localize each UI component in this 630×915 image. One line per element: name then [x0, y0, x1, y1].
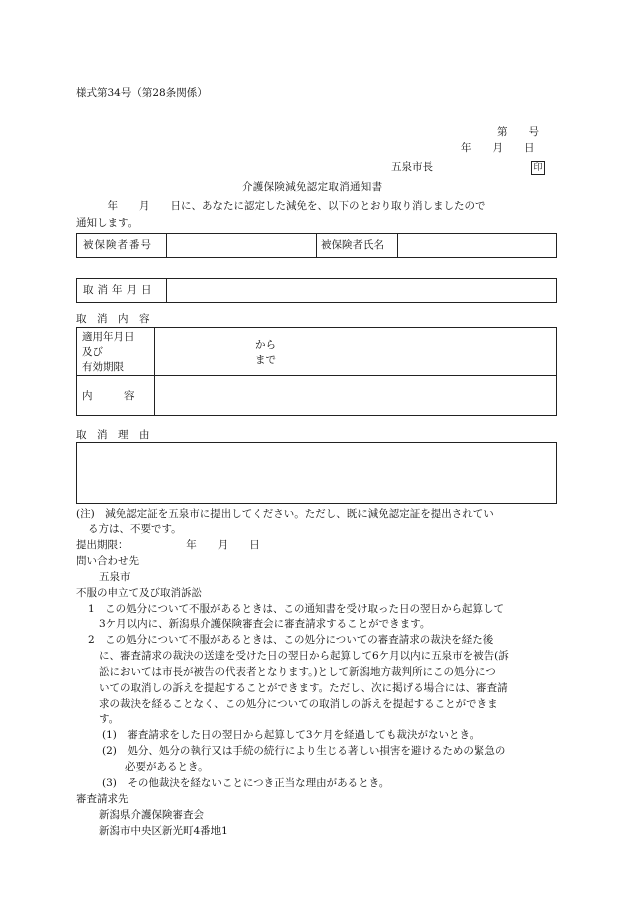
document-number: 第 号 — [497, 126, 539, 138]
form-number: 様式第34号（第28条関係） — [76, 87, 208, 99]
appeal-sub-1: (1) 審査請求をした日の翌日から起算して3ケ月を経過しても裁決がないとき。 — [102, 729, 481, 741]
inquiry-name: 五泉市 — [99, 571, 131, 583]
intro-line-1: 年 月 日に、あなたに認定した減免を、以下のとおり取り消しましたので — [76, 200, 486, 212]
insured-name-label: 被保険者氏名 — [321, 239, 384, 251]
appeal-sub-2-line-2: 必要があるとき。 — [125, 761, 209, 773]
submission-deadline: 提出期限： 年 月 日 — [76, 539, 260, 551]
appeal-item-2-line-3: 訟においては市長が被告の代表者となります。)として新潟地方裁判所にこの処分につ — [99, 666, 496, 678]
cancel-date-label: 取消年月日 — [83, 284, 156, 296]
appeal-heading: 不服の申立て及び取消訴訟 — [76, 587, 202, 599]
insured-number-label: 被保険者番号 — [83, 239, 152, 251]
content-label: 内 容 — [82, 390, 135, 402]
period-to: まで — [255, 354, 276, 366]
period-label-1: 適用年月日 — [82, 331, 135, 343]
period-from: から — [255, 339, 276, 351]
appeal-item-2-line-2: に、審査請求の裁決の送達を受けた日の翌日から起算して6ケ月以内に五泉市を被告(訴 — [99, 650, 509, 662]
seal-mark: 印 — [531, 161, 545, 175]
appeal-item-1-line-1: 1 この処分について不服があるときは、この通知書を受け取った日の翌日から起算して — [88, 603, 504, 615]
appeal-item-1-line-2: 3ケ月以内に、新潟県介護保険審査会に審査請求することができます。 — [99, 618, 431, 630]
content-heading: 取 消 内 容 — [76, 313, 150, 325]
period-label-2: 及び — [82, 346, 103, 358]
reason-heading: 取 消 理 由 — [76, 429, 150, 441]
insured-table — [76, 233, 557, 258]
document-title: 介護保険減免認定取消通知書 — [242, 181, 383, 193]
review-body-address: 新潟市中央区新光町4番地1 — [99, 825, 228, 837]
review-heading: 審査請求先 — [76, 793, 129, 805]
intro-line-2: 通知します。 — [76, 217, 139, 229]
period-label-3: 有効期限 — [82, 361, 124, 373]
appeal-item-2-line-5: 求の裁決を経ることなく、この処分についての取消しの訴えを提起することができま — [99, 698, 498, 710]
appeal-item-2-line-4: いての取消しの訴えを提起することができます。ただし、次に掲げる場合には、審査請 — [99, 682, 508, 694]
note-line-1: (注) 減免認定証を五泉市に提出してください。ただし、既に減免認定証を提出されてい — [76, 508, 494, 520]
appeal-item-2-line-6: す。 — [99, 713, 120, 725]
reason-box — [76, 442, 557, 504]
note-line-2: る方は、不要です。 — [88, 523, 182, 535]
inquiry-heading: 問い合わせ先 — [76, 555, 139, 567]
cancel-date-table — [76, 278, 557, 303]
issuer-name: 五泉市長 — [391, 161, 433, 173]
appeal-sub-2-line-1: (2) 処分、処分の執行又は手続の続行により生じる著しい損害を避けるための緊急の — [102, 745, 506, 757]
issue-date: 年 月 日 — [461, 142, 535, 154]
content-table — [76, 327, 557, 416]
review-body-name: 新潟県介護保険審査会 — [99, 809, 204, 821]
appeal-sub-3: (3) その他裁決を経ないことにつき正当な理由があるとき。 — [102, 777, 390, 789]
appeal-item-2-line-1: 2 この処分について不服があるときは、この処分についての審査請求の裁決を経た後 — [88, 634, 494, 646]
